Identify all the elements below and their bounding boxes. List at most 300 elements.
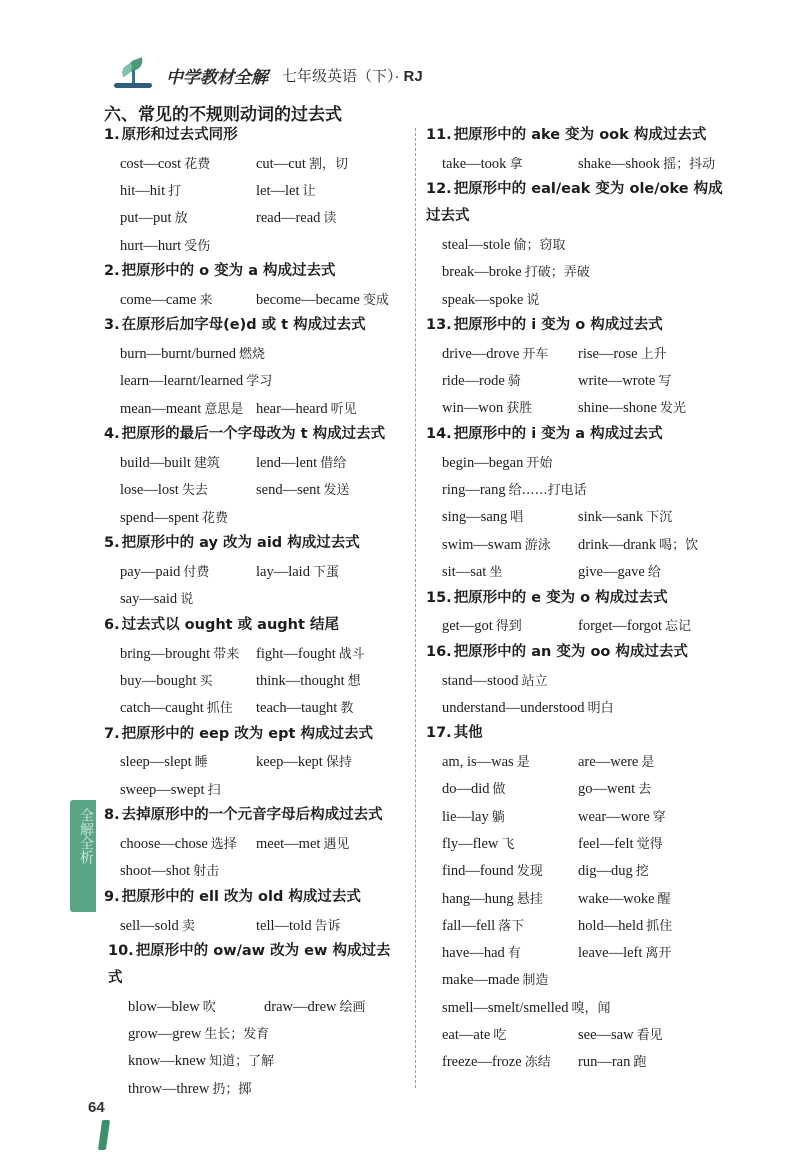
verb-pair [256, 398, 392, 418]
verb-row [426, 829, 746, 856]
verb-pair [256, 561, 392, 581]
verb-pair [120, 643, 256, 663]
verb-forms: hurt—hurt [120, 237, 182, 254]
verb-pair [120, 588, 193, 608]
verb-forms: fall—fell [442, 917, 496, 934]
verb-meaning: 让 [302, 183, 316, 199]
verb-pair [256, 289, 392, 309]
verb-pair [120, 289, 256, 309]
verb-row [426, 285, 746, 312]
verb-forms: forget—forgot [578, 618, 663, 635]
verb-row [104, 857, 404, 884]
verb-forms: catch—caught [120, 700, 204, 717]
verb-forms: cost—cost [120, 155, 182, 172]
verb-pair [578, 751, 714, 771]
verb-meaning: 扔；掷 [212, 1081, 252, 1097]
verb-row [104, 285, 404, 312]
verb-row [104, 693, 404, 720]
verb-forms: have—had [442, 945, 505, 962]
verb-meaning: 醒 [657, 891, 671, 907]
verb-meaning: 扫 [207, 782, 221, 798]
section-number: 12. [426, 181, 452, 198]
section-title-text: 把原形中的 o 变为 a 构成过去式 [121, 263, 336, 280]
verb-row [426, 939, 746, 966]
verb-forms: shoot—shot [120, 863, 191, 880]
section-title-text: 把原形中的 eal/eak 变为 ole/oke 构成过去式 [426, 181, 723, 225]
verb-pair [578, 806, 714, 826]
verb-forms: break—broke [442, 264, 522, 281]
verb-meaning: 给……打电话 [508, 483, 587, 499]
verb-pair [128, 1050, 274, 1070]
verb-meaning: 打破；弄破 [524, 265, 590, 281]
verb-forms: swim—swam [442, 536, 522, 553]
verb-forms: rise—rose [578, 345, 638, 362]
verb-pair [256, 479, 392, 499]
verb-row [104, 992, 404, 1019]
verb-forms: go—went [578, 781, 636, 798]
section-title-text: 把原形中的 ell 改为 old 构成过去式 [121, 888, 361, 905]
verb-row [426, 612, 746, 639]
verb-meaning: 说 [180, 592, 194, 608]
verb-meaning: 保持 [325, 755, 352, 771]
verb-meaning: 读 [323, 211, 337, 227]
verb-forms: speak—spoke [442, 291, 524, 308]
verb-pair [442, 778, 578, 798]
verb-row [426, 557, 746, 584]
verb-pair [120, 180, 256, 200]
verb-forms: buy—bought [120, 672, 197, 689]
verb-pair [578, 1051, 714, 1071]
verb-meaning: 冻结 [524, 1055, 551, 1071]
verb-forms: am, is—was [442, 754, 514, 771]
verb-row [104, 829, 404, 856]
verb-pair [578, 534, 714, 554]
verb-meaning: 花费 [184, 156, 211, 172]
verb-forms: ride—rode [442, 373, 505, 390]
verb-meaning: 拿 [509, 156, 523, 172]
verb-row [104, 149, 404, 176]
verb-row [104, 367, 404, 394]
verb-forms: sink—sank [578, 509, 644, 526]
verb-forms: steal—stole [442, 236, 511, 253]
verb-pair [120, 235, 210, 255]
verb-meaning: 觉得 [636, 836, 663, 852]
verb-row [104, 911, 404, 938]
verb-pair [442, 997, 610, 1017]
section-title [426, 639, 746, 666]
verb-meaning: 忘记 [665, 619, 692, 635]
verb-pair [442, 615, 578, 635]
verb-forms: grow—grew [128, 1026, 202, 1043]
section-title-text: 去掉原形中的一个元音字母后构成过去式 [121, 807, 383, 824]
verb-forms: lie—lay [442, 808, 489, 825]
verb-meaning: 下沉 [646, 510, 673, 526]
verb-meaning: 打 [168, 183, 182, 199]
verb-meaning: 落下 [498, 918, 525, 934]
verb-row [426, 966, 746, 993]
verb-forms: fly—flew [442, 835, 499, 852]
verb-meaning: 飞 [501, 836, 515, 852]
verb-row [426, 394, 746, 421]
section-number: 8. [104, 807, 120, 824]
book-logo-icon [112, 60, 152, 90]
verb-pair [120, 751, 256, 771]
verb-pair [578, 888, 714, 908]
section-title-text: 把原形中的 i 变为 o 构成过去式 [453, 317, 663, 334]
verb-forms: smell—smelt/smelled [442, 999, 569, 1016]
verb-meaning: 射击 [193, 864, 220, 880]
verb-meaning: 带来 [213, 646, 240, 662]
section-number: 13. [426, 317, 452, 334]
left-column [104, 122, 404, 1101]
verb-pair [578, 153, 714, 173]
section-title [426, 421, 746, 448]
verb-meaning: 是 [641, 755, 655, 771]
section-title [104, 530, 404, 557]
verb-meaning: 说 [526, 292, 540, 308]
section-title-text: 在原形后加字母(e)d 或 t 构成过去式 [121, 317, 366, 334]
verb-forms: drink—drank [578, 536, 657, 553]
verb-meaning: 学习 [246, 374, 273, 390]
verb-pair [578, 397, 714, 417]
verb-pair [578, 778, 714, 798]
section-title [104, 938, 404, 992]
verb-row [426, 884, 746, 911]
verb-row [104, 204, 404, 231]
section-title-text: 其他 [453, 725, 483, 742]
section-number: 5. [104, 535, 120, 552]
verb-meaning: 发送 [323, 483, 350, 499]
verb-row [426, 530, 746, 557]
section-title [426, 720, 746, 747]
verb-meaning: 跑 [633, 1055, 647, 1071]
verb-forms: write—wrote [578, 373, 656, 390]
section-number: 17. [426, 725, 452, 742]
verb-pair [120, 398, 256, 418]
verb-row [104, 775, 404, 802]
verb-pair [120, 343, 265, 363]
verb-pair [120, 452, 256, 472]
section-number: 3. [104, 317, 120, 334]
verb-meaning: 发现 [516, 864, 543, 880]
verb-forms: drive—drove [442, 345, 520, 362]
verb-meaning: 绘画 [339, 999, 366, 1015]
verb-forms: pay—paid [120, 563, 181, 580]
section-number: 6. [104, 616, 120, 633]
verb-pair [578, 561, 714, 581]
verb-forms: put—put [120, 210, 172, 227]
verb-meaning: 借给 [320, 456, 347, 472]
verb-meaning: 建筑 [193, 456, 220, 472]
verb-pair [264, 996, 400, 1016]
verb-forms: give—gave [578, 563, 645, 580]
verb-meaning: 选择 [210, 836, 237, 852]
section-title-text: 把原形中的 i 变为 a 构成过去式 [453, 426, 663, 443]
verb-meaning: 骑 [507, 374, 521, 390]
verb-forms: eat—ate [442, 1027, 491, 1044]
verb-row [104, 1047, 404, 1074]
verb-pair [256, 153, 392, 173]
book-edition: RJ [403, 67, 423, 85]
verb-forms: sleep—slept [120, 754, 192, 771]
verb-meaning: 有 [507, 946, 521, 962]
verb-pair [442, 370, 578, 390]
verb-pair [442, 534, 578, 554]
verb-forms: burn—burnt/burned [120, 346, 236, 363]
verb-forms: win—won [442, 400, 504, 417]
verb-pair [256, 670, 392, 690]
verb-row [426, 693, 746, 720]
verb-pair [256, 180, 392, 200]
verb-pair [256, 751, 392, 771]
section-title [426, 176, 726, 230]
verb-pair [442, 1024, 578, 1044]
verb-row [426, 857, 746, 884]
verb-forms: think—thought [256, 672, 345, 689]
verb-meaning: 制造 [522, 973, 549, 989]
section-number: 11. [426, 127, 452, 143]
section-number: 10. [108, 943, 134, 960]
section-title-text: 把原形中的 ake 变为 ook 构成过去式 [453, 127, 707, 143]
verb-forms: draw—drew [264, 998, 337, 1015]
verb-row [426, 475, 746, 502]
verb-forms: wake—woke [578, 890, 655, 907]
verb-forms: shake—shook [578, 155, 661, 172]
section-title [104, 258, 404, 285]
verb-meaning: 得到 [495, 619, 522, 635]
section-number: 9. [104, 888, 120, 905]
section-title [426, 122, 746, 149]
verb-forms: hear—heard [256, 400, 328, 417]
verb-pair [442, 860, 578, 880]
verb-forms: mean—meant [120, 400, 202, 417]
verb-forms: keep—kept [256, 754, 323, 771]
verb-meaning: 来 [199, 292, 213, 308]
verb-forms: hold—held [578, 917, 644, 934]
section-title [426, 585, 746, 612]
verb-forms: understand—understood [442, 699, 585, 716]
verb-row [426, 1048, 746, 1075]
section-title-text: 把原形中的 an 变为 oo 构成过去式 [453, 643, 688, 660]
section-title-text: 把原形中的 ay 改为 aid 构成过去式 [121, 535, 360, 552]
verb-row [104, 557, 404, 584]
section-title-text: 过去式以 ought 或 aught 结尾 [121, 616, 339, 633]
verb-pair [120, 207, 256, 227]
verb-pair [442, 670, 548, 690]
verb-pair [442, 397, 578, 417]
verb-pair [442, 261, 590, 281]
section-title-text: 原形和过去式同形 [121, 127, 238, 143]
verb-pair [442, 452, 552, 472]
verb-row [104, 448, 404, 475]
verb-forms: take—took [442, 155, 507, 172]
verb-pair [120, 697, 256, 717]
book-title: 七年级英语（下）· [282, 67, 400, 85]
verb-forms: say—said [120, 591, 178, 608]
verb-meaning: 下蛋 [312, 564, 339, 580]
verb-forms: spend—spent [120, 509, 199, 526]
verb-forms: freeze—froze [442, 1054, 522, 1071]
verb-row [426, 993, 746, 1020]
verb-forms: shine—shone [578, 400, 657, 417]
verb-pair [442, 915, 578, 935]
verb-pair [578, 1024, 714, 1044]
verb-forms: sing—sang [442, 509, 508, 526]
verb-pair [120, 833, 256, 853]
verb-row [426, 747, 746, 774]
section-number: 1. [104, 127, 120, 143]
verb-forms: ring—rang [442, 482, 506, 499]
verb-pair [578, 506, 714, 526]
verb-meaning: 躺 [491, 809, 505, 825]
verb-meaning: 生长；发育 [204, 1027, 270, 1043]
section-title [104, 884, 404, 911]
verb-meaning: 教 [340, 701, 354, 717]
verb-pair [120, 507, 228, 527]
verb-meaning: 明白 [587, 700, 614, 716]
side-tab-label: 全解全析 [78, 808, 94, 864]
page-title: 六、常见的不规则动词的过去式 [104, 105, 342, 125]
verb-meaning: 看见 [636, 1028, 663, 1044]
verb-forms: sell—sold [120, 917, 179, 934]
verb-pair [442, 942, 578, 962]
verb-meaning: 发光 [659, 401, 686, 417]
verb-meaning: 听见 [330, 401, 357, 417]
verb-meaning: 想 [347, 673, 361, 689]
verb-meaning: 喝；饮 [659, 537, 699, 553]
verb-row [104, 176, 404, 203]
section-title [426, 312, 746, 339]
section-title [104, 802, 404, 829]
verb-row [104, 476, 404, 503]
verb-pair [256, 697, 392, 717]
verb-row [104, 1074, 404, 1101]
verb-pair [442, 697, 614, 717]
verb-pair [442, 506, 578, 526]
side-tab [70, 800, 96, 912]
verb-meaning: 开车 [522, 346, 549, 362]
verb-pair [442, 1051, 578, 1071]
page-number: 64 [88, 1099, 105, 1116]
verb-row [426, 1020, 746, 1047]
verb-forms: choose—chose [120, 835, 208, 852]
verb-meaning: 买 [199, 673, 213, 689]
verb-forms: let—let [256, 182, 300, 199]
verb-pair [578, 370, 714, 390]
verb-pair [442, 806, 578, 826]
verb-meaning: 是 [516, 755, 530, 771]
verb-meaning: 知道；了解 [209, 1054, 275, 1070]
brand-name: 中学教材全解 [166, 67, 268, 87]
verb-row [104, 339, 404, 366]
section-title [104, 312, 404, 339]
bottom-accent-bar [98, 1120, 110, 1150]
verb-forms: hang—hung [442, 890, 514, 907]
verb-meaning: 坐 [489, 564, 503, 580]
section-title-text: 把原形中的 eep 改为 ept 构成过去式 [121, 725, 373, 742]
section-number: 14. [426, 426, 452, 443]
verb-forms: get—got [442, 618, 493, 635]
verb-meaning: 放 [174, 211, 188, 227]
verb-pair [578, 343, 714, 363]
verb-forms: lend—lent [256, 455, 318, 472]
verb-pair [442, 234, 565, 254]
verb-meaning: 离开 [645, 946, 672, 962]
verb-forms: do—did [442, 781, 490, 798]
verb-row [104, 503, 404, 530]
verb-row [104, 639, 404, 666]
verb-meaning: 吹 [202, 999, 216, 1015]
verb-forms: come—came [120, 291, 197, 308]
verb-forms: lose—lost [120, 482, 179, 499]
verb-row [104, 585, 404, 612]
verb-meaning: 挖 [635, 864, 649, 880]
verb-forms: find—found [442, 863, 514, 880]
verb-pair [256, 207, 392, 227]
section-title [104, 122, 404, 149]
verb-forms: dig—dug [578, 863, 633, 880]
verb-meaning: 抓住 [206, 701, 233, 717]
verb-meaning: 悬挂 [516, 891, 543, 907]
verb-meaning: 给 [647, 564, 661, 580]
verb-meaning: 做 [492, 782, 506, 798]
verb-forms: make—made [442, 972, 520, 989]
verb-forms: leave—left [578, 945, 643, 962]
verb-meaning: 受伤 [184, 238, 211, 254]
verb-meaning: 去 [638, 782, 652, 798]
verb-meaning: 嗅，闻 [571, 1000, 611, 1016]
verb-forms: become—became [256, 291, 360, 308]
verb-forms: sit—sat [442, 563, 487, 580]
verb-pair [442, 969, 548, 989]
verb-pair [256, 915, 392, 935]
section-title [104, 421, 404, 448]
verb-meaning: 花费 [201, 510, 228, 526]
verb-forms: wear—wore [578, 808, 650, 825]
verb-pair [256, 833, 392, 853]
verb-row [426, 448, 746, 475]
verb-forms: sweep—swept [120, 781, 205, 798]
verb-meaning: 游泳 [524, 537, 551, 553]
section-number: 16. [426, 643, 452, 660]
verb-forms: fight—fought [256, 645, 336, 662]
verb-row [426, 149, 746, 176]
verb-forms: see—saw [578, 1027, 634, 1044]
verb-row [104, 231, 404, 258]
column-divider [415, 128, 416, 1088]
section-title-text: 把原形的最后一个字母改为 t 构成过去式 [121, 426, 386, 443]
verb-row [104, 748, 404, 775]
section-title-text: 把原形中的 ow/aw 改为 ew 构成过去式 [108, 943, 391, 987]
verb-forms: hit—hit [120, 182, 166, 199]
verb-meaning: 偷；窃取 [513, 237, 566, 253]
verb-pair [442, 833, 578, 853]
verb-meaning: 失去 [181, 483, 208, 499]
verb-meaning: 割，切 [308, 156, 348, 172]
verb-meaning: 站立 [521, 673, 548, 689]
verb-forms: build—built [120, 455, 191, 472]
section-number: 4. [104, 426, 120, 443]
verb-forms: meet—met [256, 835, 321, 852]
verb-pair [120, 860, 219, 880]
verb-forms: bring—brought [120, 645, 211, 662]
verb-meaning: 变成 [362, 292, 389, 308]
verb-row [426, 802, 746, 829]
page-header [112, 58, 423, 92]
verb-pair [120, 915, 256, 935]
right-column [426, 122, 746, 1075]
verb-pair [120, 370, 272, 390]
